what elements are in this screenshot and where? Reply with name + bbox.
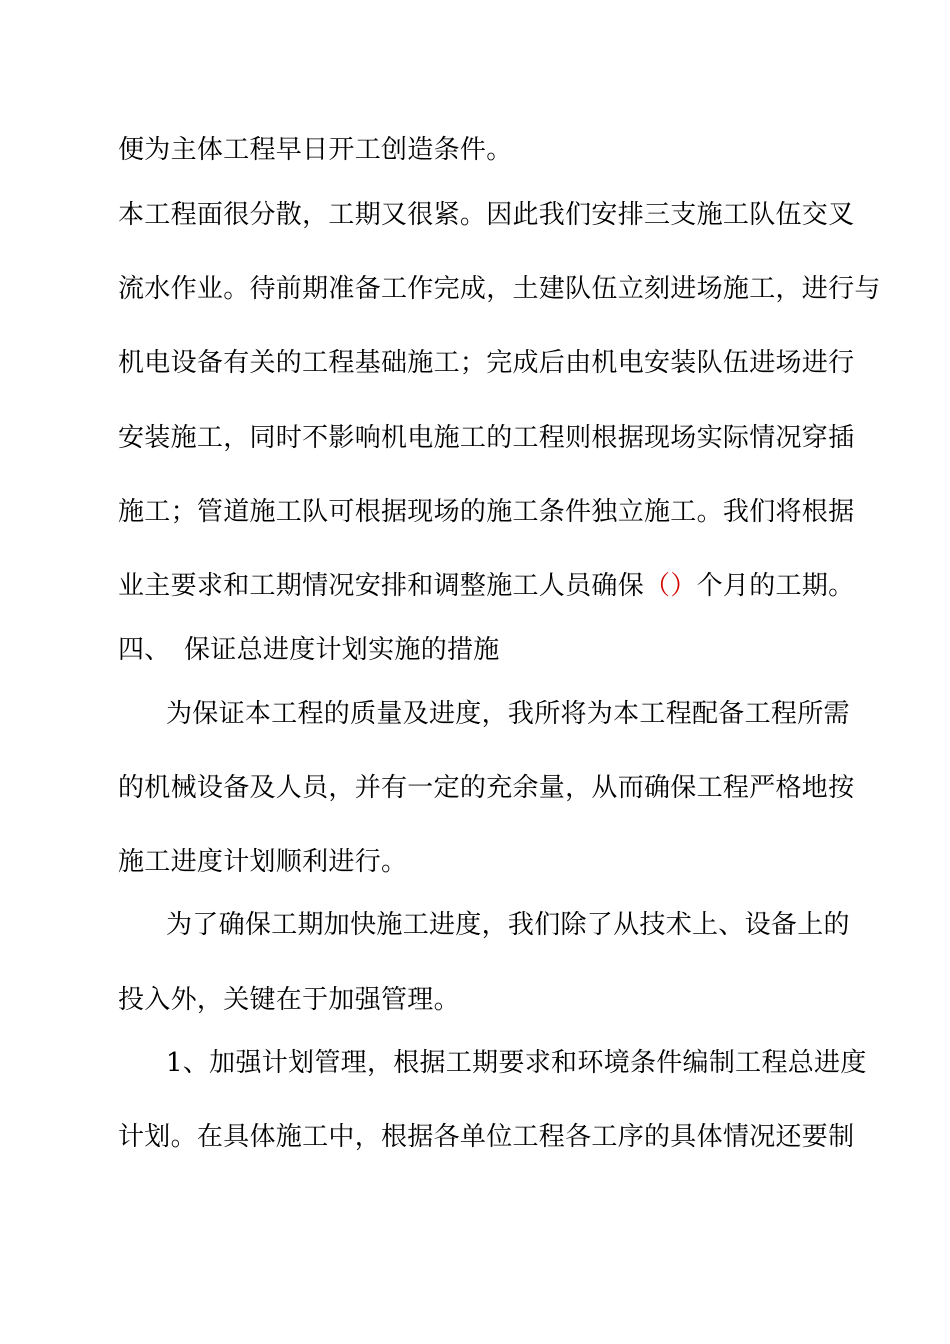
line-7-end: 个月的工期。: [696, 571, 855, 601]
paragraph-line-13: 投入外，关键在于加强管理。: [118, 985, 460, 1015]
paragraph-line-1: 便为主体工程早日开工创造条件。: [118, 135, 513, 165]
section-title: 保证总进度计划实施的措施: [184, 635, 500, 665]
line-7-start: 业主要求和工期情况安排和调整施工人员确保: [118, 571, 645, 601]
paragraph-line-12: 为了确保工期加快施工进度，我们除了从技术上、设备上的: [166, 910, 850, 940]
paragraph-line-6: 施工；管道施工队可根据现场的施工条件独立施工。我们将根据: [118, 497, 855, 527]
paragraph-line-11: 施工进度计划顺利进行。: [118, 847, 408, 877]
section-heading: [118, 633, 834, 667]
section-number: 四、: [118, 635, 171, 665]
paragraph-line-3: 流水作业。待前期准备工作完成，土建队伍立刻进场施工，进行与: [118, 274, 881, 304]
paragraph-line-15: 计划。在具体施工中，根据各单位工程各工序的具体情况还要制: [118, 1122, 855, 1152]
paragraph-line-9: 为保证本工程的质量及进度，我所将为本工程配备工程所需: [166, 699, 850, 729]
paragraph-line-2: 本工程面很分散，工期又很紧。因此我们安排三支施工队伍交叉: [118, 200, 855, 230]
paragraph-line-4: 机电设备有关的工程基础施工；完成后由机电安装队伍进场进行: [118, 348, 855, 378]
paragraph-line-14: 1、加强计划管理，根据工期要求和环境条件编制工程总进度: [166, 1048, 867, 1078]
blank-month-placeholder: （）: [644, 571, 697, 601]
paragraph-line-10: 的机械设备及人员，并有一定的充余量，从而确保工程严格地按: [118, 773, 855, 803]
paragraph-line-5: 安装施工，同时不影响机电施工的工程则根据现场实际情况穿插: [118, 423, 855, 453]
paragraph-line-7: [118, 569, 855, 603]
